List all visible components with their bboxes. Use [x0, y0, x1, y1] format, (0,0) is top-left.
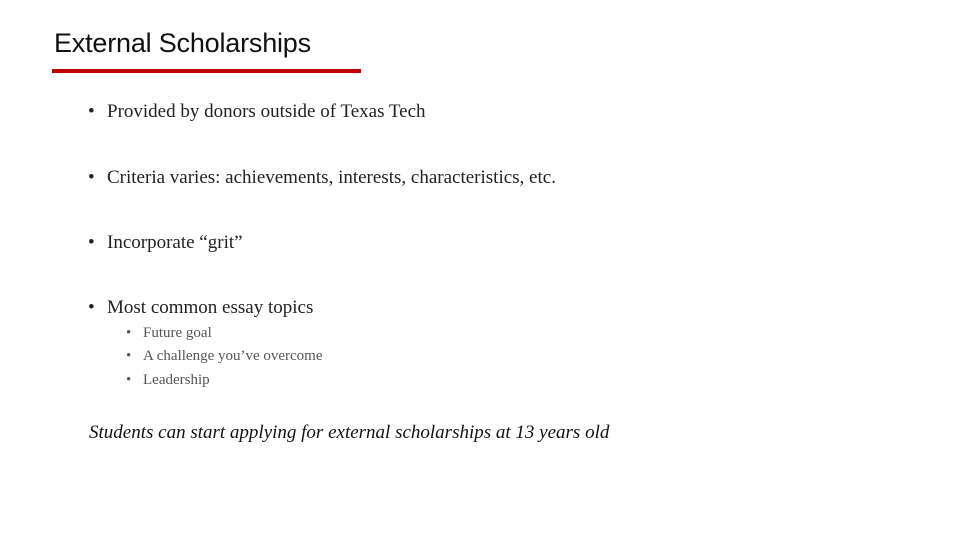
- sub-bullet-item: [126, 325, 212, 342]
- bullet-dot-icon: •: [126, 325, 132, 341]
- bullet-text: Provided by donors outside of Texas Tech: [107, 101, 426, 122]
- bullet-dot-icon: •: [88, 101, 95, 122]
- bullet-text: Most common essay topics: [107, 297, 314, 318]
- bullet-dot-icon: •: [88, 167, 95, 188]
- bullet-text: Criteria varies: achievements, interests, characteristics, etc.: [107, 167, 556, 188]
- bullet-item: [88, 167, 556, 189]
- bullet-dot-icon: •: [88, 232, 95, 253]
- sub-bullet-text: Future goal: [143, 325, 212, 341]
- sub-bullet-item: [126, 372, 210, 389]
- sub-bullet-text: Leadership: [143, 372, 210, 388]
- sub-bullet-item: [126, 348, 323, 365]
- closing-note: Students can start applying for external scholarships at 13 years old: [89, 422, 610, 443]
- bullet-dot-icon: •: [88, 297, 95, 318]
- bullet-text: Incorporate “grit”: [107, 232, 243, 253]
- slide-title: External Scholarships: [54, 28, 311, 58]
- sub-bullet-text: A challenge you’ve overcome: [143, 348, 323, 364]
- bullet-dot-icon: •: [126, 372, 132, 388]
- bullet-item: [88, 101, 426, 123]
- bullet-item: [88, 297, 313, 319]
- title-underline: [52, 69, 361, 73]
- bullet-item: [88, 232, 243, 254]
- bullet-dot-icon: •: [126, 348, 132, 364]
